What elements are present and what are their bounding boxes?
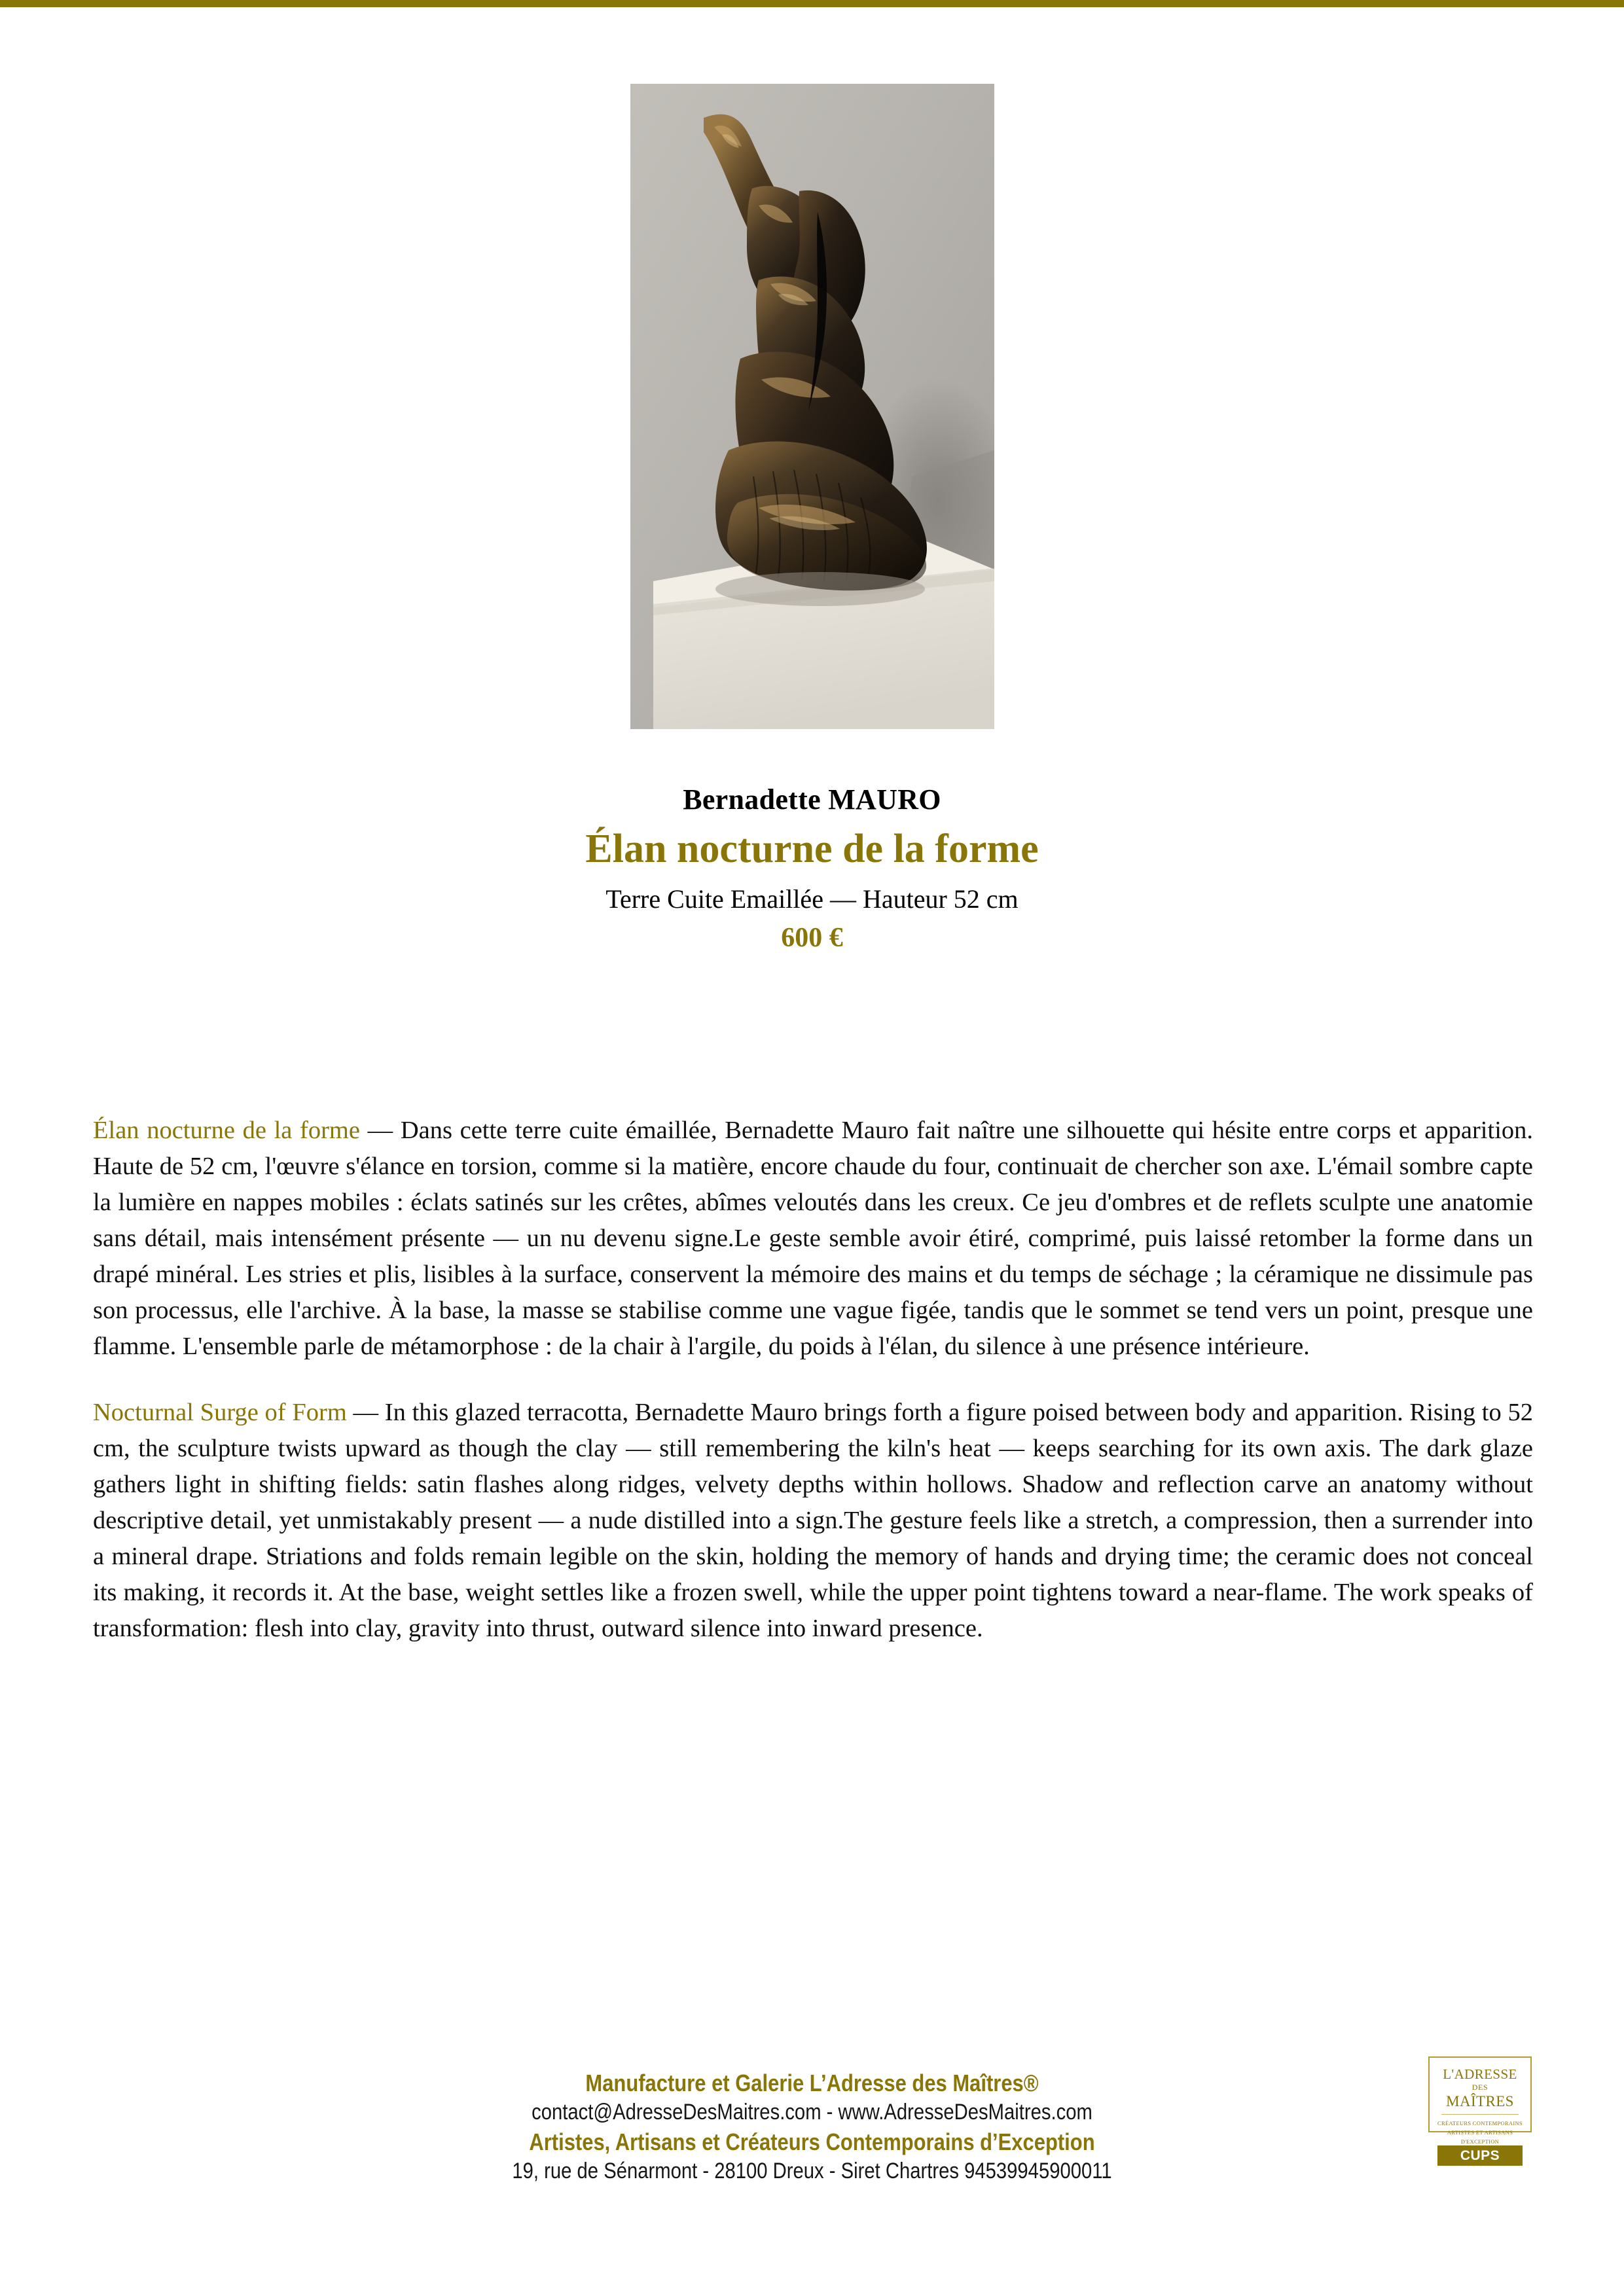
description-dash-fr: — <box>359 1117 401 1144</box>
footer-company-name: Manufacture et Galerie L’Adresse des Maîtres® <box>585 2070 1039 2096</box>
footer-tagline: Artistes, Artisans et Créateurs Contemporains d’Exception <box>529 2128 1095 2155</box>
cups-badge: CUPS <box>1437 2145 1523 2166</box>
artwork-specification: Terre Cuite Emaillée — Hauteur 52 cm <box>605 884 1019 914</box>
artwork-price: 600 € <box>781 922 843 953</box>
artist-name: Bernadette MAURO <box>683 783 941 816</box>
footer-address-line: 19, rue de Sénarmont - 28100 Dreux - Siret Chartres 94539945900011 <box>512 2158 1112 2183</box>
logo-subtitle-2: ARTISTES ET ARTISANS <box>1447 2129 1513 2136</box>
footer <box>0 2016 1624 2212</box>
logo-line-3: MAÎTRES <box>1446 2093 1514 2110</box>
top-accent-bar <box>0 0 1624 7</box>
logo-box <box>1428 2056 1532 2145</box>
artwork-title-block <box>0 783 1624 954</box>
description-section <box>93 1113 1533 1647</box>
sculpture-photo-image <box>630 84 994 729</box>
description-lead-term-en: Nocturnal Surge of Form <box>93 1399 347 1426</box>
logo-subtitle-3: D'EXCEPTION <box>1460 2138 1500 2145</box>
footer-contact-block <box>114 2068 1511 2185</box>
description-lead-term-fr: Élan nocturne de la forme <box>93 1117 360 1144</box>
logo-divider <box>1441 2114 1519 2115</box>
description-dash-en: — <box>346 1399 385 1426</box>
description-body-fr: Dans cette terre cuite émaillée, Bernadette Mauro fait naître une silhouette qui hésite entre corps et apparition. Haute de 52 cm, l'œuvre s'élance en torsion, comme si la matière, encore chaude du four, continuait de chercher son axe. L'émail sombre capte la lumière en nappes mobiles : éclats satinés sur les crêtes, abîmes veloutés dans les creux. Ce jeu d'ombres et de reflets sculpte une anatomie sans détail, mais intensément présente — un nu devenu signe.Le geste semble avoir étiré, comprimé, puis laissé retomber la forme dans un drapé minéral. Les stries et plis, lisibles à la surface, conservent la mémoire des mains et du temps de séchage ; la céramique ne dissimule pas son processus, elle l'archive. À la base, la masse se stabilise comme une vague figée, tandis que le sommet se tend vers un point, presque une flamme. L'ensemble parle de métamorphose : de la chair à l'argile, du poids à l'élan, du silence à une présence intérieure. <box>93 1117 1534 1360</box>
footer-contact-line[interactable]: contact@AdresseDesMaitres.com - www.AdresseDesMaitres.com <box>532 2100 1092 2125</box>
logo-subtitle-1: CRÉATEURS CONTEMPORAINS <box>1437 2120 1523 2127</box>
brand-logo <box>1428 2056 1532 2166</box>
description-body-en: In this glazed terracotta, Bernadette Mauro brings forth a figure poised between body and apparition. Rising to 52 cm, the sculpture twists upward as though the clay — still remembering the kiln's heat — keeps searching for its own axis. The dark glaze gathers light in shifting fields: satin flashes along ridges, velvety depths within hollows. Shadow and reflection carve an anatomy without descriptive detail, yet unmistakably present — a nude distilled into a sign.The gesture feels like a stretch, a compression, then a surrender into a mineral drape. Striations and folds remain legible on the skin, holding the memory of hands and drying time; the ceramic does not conceal its making, it records it. At the base, weight settles like a frozen swell, while the upper point tightens toward a near-flame. The work speaks of transformation: flesh into clay, gravity into thrust, outward silence into inward presence. <box>93 1399 1533 1642</box>
logo-line-2: DES <box>1471 2083 1489 2092</box>
sculpture-photo <box>630 84 994 729</box>
page-title: Élan nocturne de la forme <box>585 826 1039 871</box>
description-paragraph-fr <box>93 1113 1533 1365</box>
description-paragraph-en <box>93 1395 1533 1647</box>
logo-line-1: L'ADRESSE <box>1443 2066 1517 2082</box>
